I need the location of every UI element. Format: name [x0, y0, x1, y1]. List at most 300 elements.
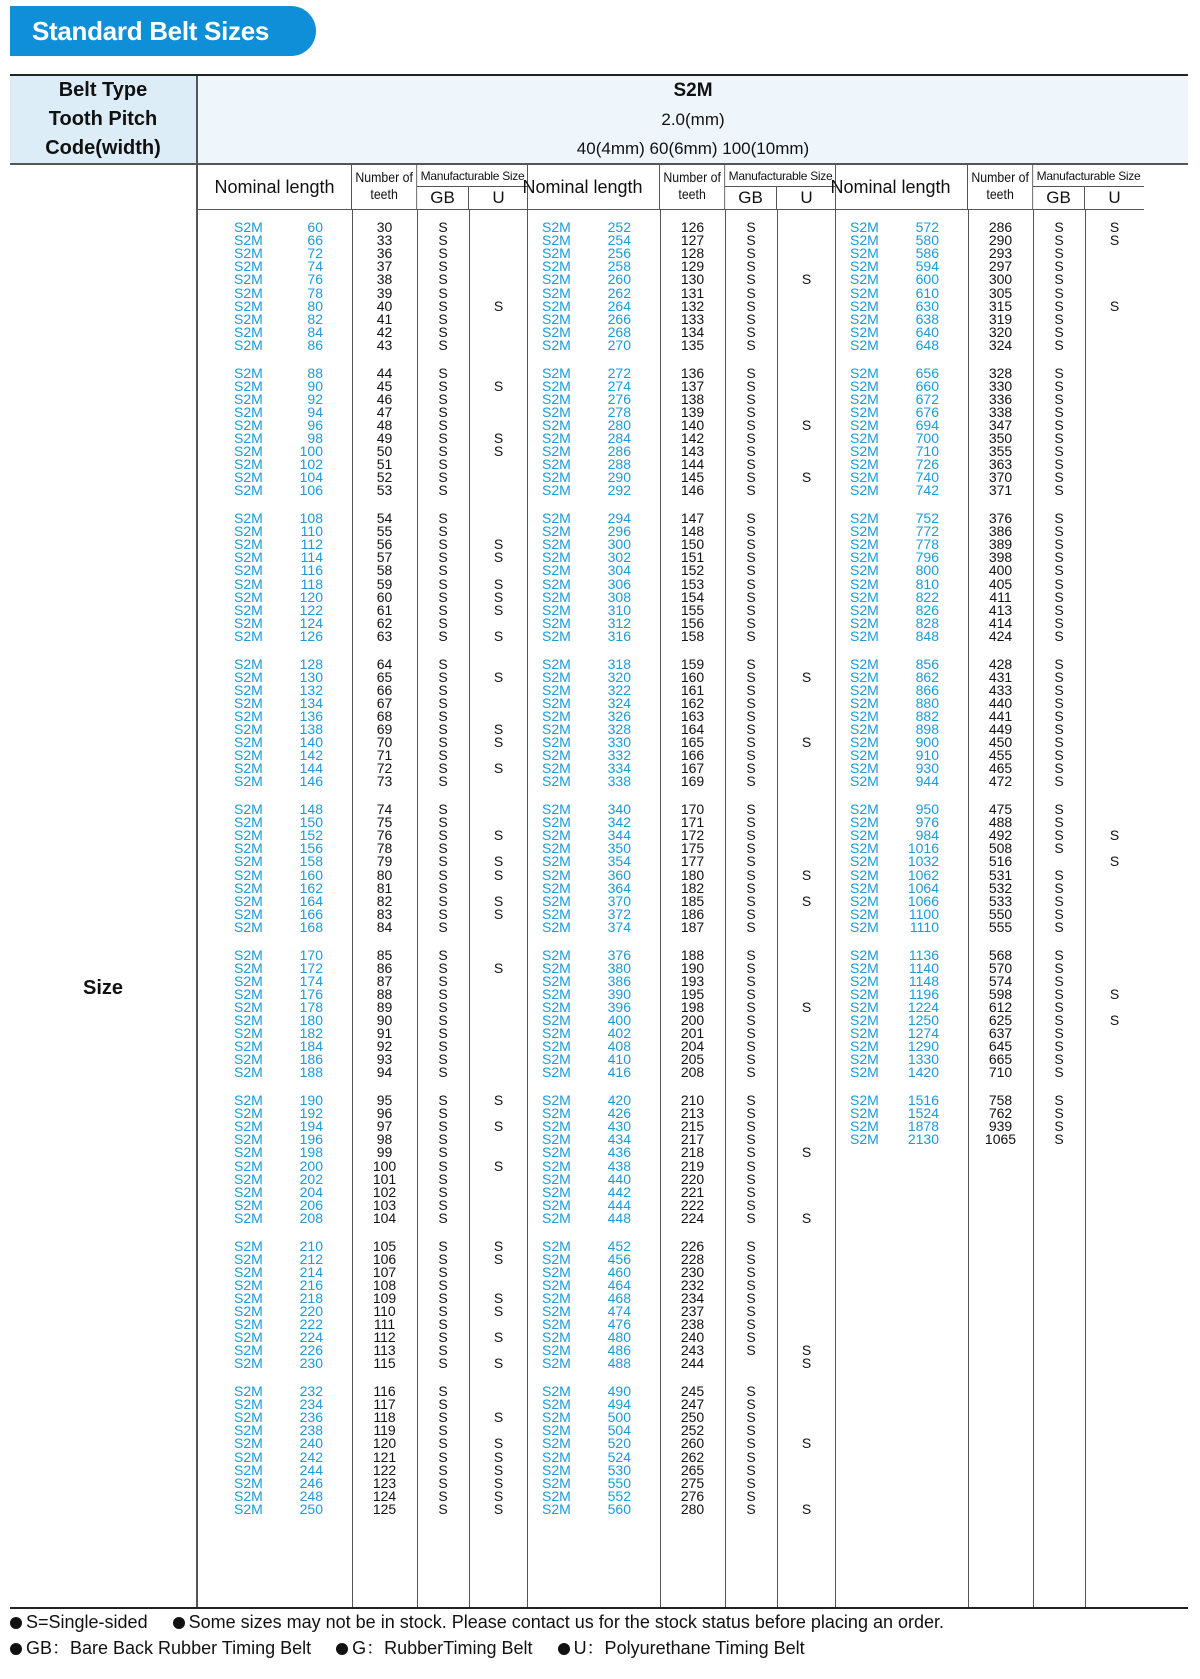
gb-mark: S — [438, 1025, 448, 1042]
belt-series: S2M — [234, 694, 263, 711]
belt-series: S2M — [542, 510, 571, 526]
teeth-count: 152 — [680, 562, 705, 579]
belt-series: S2M — [542, 866, 571, 883]
gb-mark: S — [746, 336, 756, 353]
nominal-length: 1516 — [907, 1092, 939, 1108]
belt-series: S2M — [850, 707, 879, 724]
nominal-length: 950 — [915, 801, 939, 817]
gb-mark: S — [746, 1237, 756, 1254]
gb-mark: S — [746, 1250, 756, 1267]
teeth-count: 338 — [988, 403, 1013, 420]
teeth-count: 247 — [680, 1396, 705, 1413]
bullet-icon — [10, 1643, 22, 1655]
teeth-count: 315 — [988, 297, 1013, 314]
teeth-count: 163 — [680, 707, 705, 724]
nominal-length: 200 — [299, 1157, 323, 1174]
belt-series: S2M — [850, 801, 879, 817]
gb-mark: S — [746, 284, 756, 301]
gb-mark: S — [1054, 536, 1064, 553]
u-mark: S — [801, 1500, 812, 1517]
belt-series: S2M — [850, 219, 879, 235]
nominal-length: 152 — [299, 827, 323, 844]
u-mark: S — [493, 1409, 504, 1426]
u-mark: S — [493, 1250, 504, 1267]
u-mark: S — [1109, 985, 1120, 1002]
gb-mark: S — [438, 364, 448, 381]
teeth-count: 433 — [988, 681, 1013, 698]
teeth-count: 121 — [372, 1448, 397, 1465]
gb-mark: S — [1054, 866, 1064, 883]
teeth-count: 475 — [988, 801, 1013, 817]
belt-series: S2M — [542, 232, 571, 249]
belt-series: S2M — [850, 721, 879, 737]
nominal-length: 116 — [300, 562, 323, 579]
gb-header: GB — [1033, 187, 1085, 209]
gb-mark: S — [746, 747, 756, 764]
belt-series: S2M — [850, 1131, 879, 1148]
belt-series: S2M — [234, 310, 263, 327]
teeth-count: 492 — [988, 827, 1013, 844]
nominal-length: 826 — [915, 601, 939, 618]
belt-series: S2M — [234, 456, 263, 473]
gb-mark: S — [438, 271, 448, 288]
belt-series: S2M — [850, 323, 879, 340]
belt-series: S2M — [542, 1157, 571, 1174]
teeth-count: 217 — [680, 1131, 705, 1148]
gb-mark: S — [438, 1092, 448, 1108]
belt-series: S2M — [850, 403, 879, 420]
nominal-length: 284 — [607, 430, 631, 446]
teeth-count: 145 — [680, 469, 705, 486]
nominal-length: 520 — [607, 1435, 631, 1452]
nominal-length: 984 — [915, 827, 939, 844]
gb-mark: S — [746, 853, 756, 870]
gb-mark: S — [1054, 575, 1064, 592]
nominal-length: 206 — [299, 1196, 323, 1213]
belt-series: S2M — [542, 1183, 571, 1200]
teeth-count: 221 — [680, 1183, 705, 1200]
gb-mark: S — [746, 1105, 756, 1122]
gb-mark: S — [746, 879, 756, 896]
table-row — [506, 1502, 836, 1516]
teeth-count: 293 — [988, 245, 1013, 262]
belt-series: S2M — [234, 1316, 263, 1333]
gb-mark: S — [1054, 232, 1064, 249]
gb-mark: S — [1054, 416, 1064, 433]
nominal-length: 244 — [299, 1461, 323, 1478]
teeth-count: 300 — [988, 271, 1013, 288]
gb-mark: S — [746, 668, 756, 685]
teeth-count: 38 — [376, 271, 393, 288]
nominal-length: 234 — [299, 1396, 323, 1413]
size-panel-3 — [814, 165, 1144, 1607]
nominal-length: 88 — [307, 364, 323, 381]
nominal-length: 488 — [607, 1355, 631, 1372]
nominal-length: 594 — [915, 258, 939, 275]
nominal-length: 572 — [915, 219, 939, 235]
teeth-count: 424 — [988, 627, 1013, 644]
panel-body — [814, 210, 1144, 1607]
belt-series: S2M — [234, 853, 263, 870]
gb-mark: S — [438, 536, 448, 553]
gb-mark: S — [438, 972, 448, 989]
belt-series: S2M — [850, 694, 879, 711]
belt-series: S2M — [542, 760, 571, 777]
belt-series: S2M — [542, 1355, 571, 1372]
belt-series: S2M — [850, 364, 879, 381]
teeth-count: 158 — [680, 627, 705, 644]
belt-series: S2M — [850, 1051, 879, 1068]
nominal-length: 250 — [299, 1500, 323, 1517]
teeth-count: 132 — [680, 297, 705, 314]
teeth-count: 162 — [680, 694, 705, 711]
gb-mark: S — [746, 1303, 756, 1319]
nominal-length: 100 — [299, 443, 323, 460]
belt-series: S2M — [234, 403, 263, 420]
u-mark: S — [493, 1448, 504, 1465]
gb-mark: S — [746, 1025, 756, 1042]
nominal-length: 438 — [607, 1157, 631, 1174]
belt-series: S2M — [542, 403, 571, 420]
teeth-count: 182 — [680, 879, 705, 896]
belt-series: S2M — [850, 853, 879, 870]
gb-mark: S — [438, 1170, 448, 1187]
gb-mark: S — [746, 721, 756, 737]
gb-mark: S — [438, 588, 448, 605]
table-row — [814, 338, 1144, 352]
u-mark: S — [1109, 232, 1120, 249]
page-title: Standard Belt Sizes — [10, 6, 316, 56]
teeth-count: 109 — [372, 1289, 397, 1306]
belt-series: S2M — [542, 1209, 571, 1226]
teeth-count: 115 — [373, 1355, 396, 1372]
teeth-count: 137 — [680, 377, 705, 394]
teeth-count: 215 — [680, 1118, 705, 1135]
gb-mark: S — [438, 377, 448, 394]
teeth-count: 208 — [680, 1064, 705, 1081]
gb-mark: S — [1054, 377, 1064, 394]
teeth-count: 450 — [988, 734, 1013, 751]
belt-series: S2M — [850, 1012, 879, 1028]
belt-series: S2M — [234, 1064, 263, 1081]
teeth-count: 63 — [376, 627, 393, 644]
nominal-length: 164 — [299, 892, 323, 909]
teeth-count: 136 — [680, 364, 705, 381]
teeth-count: 244 — [680, 1355, 705, 1372]
nominal-length: 156 — [299, 840, 323, 857]
gb-mark: S — [1054, 297, 1064, 314]
nominal-length: 184 — [299, 1038, 323, 1055]
belt-series: S2M — [542, 336, 571, 353]
teeth-count: 550 — [988, 905, 1013, 922]
gb-mark: S — [746, 985, 756, 1002]
gb-mark: S — [438, 575, 448, 592]
gb-mark: S — [1054, 614, 1064, 631]
nominal-length: 324 — [607, 694, 631, 711]
belt-series: S2M — [542, 1025, 571, 1042]
gb-mark: S — [438, 946, 448, 963]
belt-series: S2M — [234, 734, 263, 751]
gb-mark: S — [438, 443, 448, 460]
table-row — [198, 629, 528, 643]
belt-series: S2M — [234, 1396, 263, 1413]
nominal-length: 436 — [607, 1144, 631, 1161]
belt-series: S2M — [234, 655, 263, 672]
gb-mark: S — [438, 1105, 448, 1122]
gb-mark: S — [1054, 668, 1064, 685]
belt-series: S2M — [234, 1196, 263, 1213]
gb-mark: S — [438, 879, 448, 896]
teeth-count: 98 — [376, 1131, 393, 1148]
gb-mark: S — [746, 390, 756, 407]
teeth-count: 167 — [680, 760, 705, 777]
gb-mark: S — [746, 773, 756, 790]
nominal-length: 204 — [299, 1183, 323, 1200]
belt-series: S2M — [234, 588, 263, 605]
u-mark: S — [801, 469, 812, 486]
teeth-count: 224 — [680, 1209, 705, 1226]
belt-series: S2M — [542, 219, 571, 235]
teeth-count: 238 — [680, 1316, 705, 1333]
teeth-count: 200 — [680, 1012, 705, 1028]
gb-mark: S — [438, 510, 448, 526]
belt-series: S2M — [234, 1183, 263, 1200]
gb-mark: S — [438, 219, 448, 235]
teeth-count: 371 — [988, 482, 1013, 499]
belt-series: S2M — [234, 1051, 263, 1068]
nominal-length: 196 — [299, 1131, 323, 1148]
nominal-length: 66 — [307, 232, 323, 249]
panel-body — [506, 210, 836, 1607]
gb-mark: S — [438, 918, 448, 935]
gb-mark: S — [746, 1196, 756, 1213]
u-mark: S — [801, 1144, 812, 1161]
code-width-row — [10, 134, 1188, 165]
u-mark: S — [801, 866, 812, 883]
gb-mark: S — [438, 1383, 448, 1399]
teeth-count: 428 — [988, 655, 1013, 672]
nominal-length: 1274 — [907, 1025, 939, 1042]
gb-mark: S — [746, 416, 756, 433]
nominal-length: 260 — [607, 271, 631, 288]
nominal-length: 326 — [607, 707, 631, 724]
gb-mark: S — [438, 814, 448, 831]
gb-mark: S — [1054, 1092, 1064, 1108]
teeth-count: 108 — [372, 1276, 397, 1293]
gb-mark: S — [746, 1118, 756, 1135]
gb-mark: S — [438, 430, 448, 446]
teeth-header: Number of teeth — [968, 165, 1033, 209]
belt-series: S2M — [542, 1196, 571, 1213]
belt-series: S2M — [542, 1474, 571, 1491]
teeth-count: 568 — [988, 946, 1013, 963]
nominal-length: 334 — [607, 760, 631, 777]
belt-series: S2M — [542, 364, 571, 381]
belt-series: S2M — [542, 245, 571, 262]
teeth-count: 82 — [376, 892, 393, 909]
nominal-length: 188 — [299, 1064, 323, 1081]
teeth-count: 54 — [376, 510, 393, 526]
teeth-count: 110 — [373, 1303, 396, 1319]
u-mark: S — [1109, 853, 1120, 870]
belt-series: S2M — [542, 681, 571, 698]
belt-series: S2M — [542, 1329, 571, 1346]
belt-series: S2M — [234, 469, 263, 486]
nominal-length: 74 — [307, 258, 323, 275]
teeth-count: 171 — [680, 814, 705, 831]
nominal-length: 306 — [607, 575, 631, 592]
nominal-length: 648 — [915, 336, 939, 353]
belt-series: S2M — [542, 972, 571, 989]
belt-series: S2M — [234, 707, 263, 724]
gb-mark: S — [438, 1276, 448, 1293]
u-mark: S — [493, 734, 504, 751]
nominal-length: 1032 — [907, 853, 939, 870]
teeth-count: 319 — [988, 310, 1013, 327]
belt-series: S2M — [542, 1144, 571, 1161]
nominal-length: 94 — [307, 403, 323, 420]
gb-mark: S — [746, 443, 756, 460]
teeth-count: 139 — [680, 403, 705, 420]
nominal-length: 224 — [299, 1329, 323, 1346]
teeth-count: 164 — [680, 721, 705, 737]
belt-series: S2M — [234, 918, 263, 935]
belt-series: S2M — [234, 258, 263, 275]
nominal-length: 90 — [307, 377, 323, 394]
gb-mark: S — [438, 232, 448, 249]
gb-mark: S — [746, 1435, 756, 1452]
nominal-length: 672 — [915, 390, 939, 407]
belt-series: S2M — [850, 482, 879, 499]
belt-series: S2M — [850, 271, 879, 288]
bullet-icon — [336, 1643, 348, 1655]
teeth-count: 220 — [680, 1170, 705, 1187]
table-row — [198, 338, 528, 352]
belt-series: S2M — [850, 1092, 879, 1108]
teeth-count: 151 — [680, 549, 705, 566]
belt-series: S2M — [850, 443, 879, 460]
gb-mark: S — [438, 1038, 448, 1055]
belt-series: S2M — [850, 601, 879, 618]
teeth-count: 574 — [988, 972, 1013, 989]
gb-header: GB — [725, 187, 777, 209]
belt-series: S2M — [542, 1170, 571, 1187]
belt-series: S2M — [850, 1118, 879, 1135]
nominal-length: 1100 — [908, 905, 939, 922]
teeth-count: 86 — [376, 959, 393, 976]
u-mark: S — [493, 377, 504, 394]
nominal-length: 242 — [299, 1448, 323, 1465]
teeth-count: 144 — [680, 456, 705, 473]
nominal-length: 530 — [607, 1461, 631, 1478]
gb-mark: S — [746, 734, 756, 751]
teeth-count: 147 — [680, 510, 705, 526]
gb-mark: S — [746, 1144, 756, 1161]
belt-series: S2M — [542, 1118, 571, 1135]
nominal-length: 344 — [607, 827, 631, 844]
nominal-length: 80 — [307, 297, 323, 314]
gb-mark: S — [1054, 681, 1064, 698]
teeth-count: 625 — [988, 1012, 1013, 1028]
nominal-length: 448 — [607, 1209, 631, 1226]
gb-mark: S — [438, 1051, 448, 1068]
u-mark: S — [1109, 827, 1120, 844]
nominal-length: 800 — [915, 562, 939, 579]
teeth-count: 188 — [680, 946, 705, 963]
nominal-length: 142 — [299, 747, 323, 764]
gb-mark: S — [438, 1144, 448, 1161]
gb-mark: S — [746, 588, 756, 605]
gb-mark: S — [1054, 284, 1064, 301]
u-mark: S — [1109, 297, 1120, 314]
gb-mark: S — [438, 1448, 448, 1465]
nominal-length: 390 — [607, 985, 631, 1002]
gb-mark: S — [746, 866, 756, 883]
table-row — [198, 483, 528, 497]
belt-series: S2M — [234, 1118, 263, 1135]
nominal-length: 186 — [299, 1051, 323, 1068]
belt-series: S2M — [542, 1051, 571, 1068]
teeth-count: 190 — [680, 959, 705, 976]
nominal-length: 1140 — [908, 959, 939, 976]
teeth-count: 48 — [376, 416, 393, 433]
nominal-length: 490 — [607, 1383, 631, 1399]
belt-series: S2M — [542, 1383, 571, 1399]
nominal-length: 138 — [299, 721, 323, 737]
teeth-count: 100 — [372, 1157, 397, 1174]
u-mark: S — [493, 959, 504, 976]
u-mark: S — [493, 575, 504, 592]
nominal-length: 268 — [607, 323, 631, 340]
belt-series: S2M — [234, 747, 263, 764]
gb-mark: S — [746, 1051, 756, 1068]
nominal-length: 158 — [299, 853, 323, 870]
teeth-count: 50 — [376, 443, 393, 460]
gb-mark: S — [746, 536, 756, 553]
belt-series: S2M — [234, 892, 263, 909]
teeth-count: 51 — [376, 456, 393, 473]
nominal-length: 60 — [307, 219, 323, 235]
nominal-length: 1110 — [909, 918, 939, 935]
teeth-count: 532 — [988, 879, 1013, 896]
u-mark: S — [801, 998, 812, 1015]
nominal-length: 822 — [915, 588, 939, 605]
gb-mark: S — [1054, 549, 1064, 566]
belt-series: S2M — [850, 523, 879, 540]
nominal-length: 866 — [915, 681, 939, 698]
u-mark: S — [801, 734, 812, 751]
belt-series: S2M — [850, 734, 879, 751]
belt-series: S2M — [234, 1342, 263, 1359]
nominal-length: 386 — [607, 972, 631, 989]
belt-series: S2M — [542, 1276, 571, 1293]
nominal-length: 1016 — [907, 840, 939, 857]
gb-mark: S — [746, 510, 756, 526]
gb-mark: S — [1054, 403, 1064, 420]
belt-series: S2M — [234, 668, 263, 685]
nominal-length: 194 — [299, 1118, 323, 1135]
teeth-count: 87 — [376, 972, 393, 989]
gb-mark: S — [438, 284, 448, 301]
gb-mark: S — [746, 1474, 756, 1491]
teeth-count: 758 — [988, 1092, 1013, 1108]
gb-mark: S — [438, 1196, 448, 1213]
belt-series: S2M — [542, 549, 571, 566]
teeth-count: 213 — [680, 1105, 705, 1122]
teeth-count: 187 — [680, 918, 705, 935]
table-row — [814, 483, 1144, 497]
teeth-count: 59 — [376, 575, 393, 592]
